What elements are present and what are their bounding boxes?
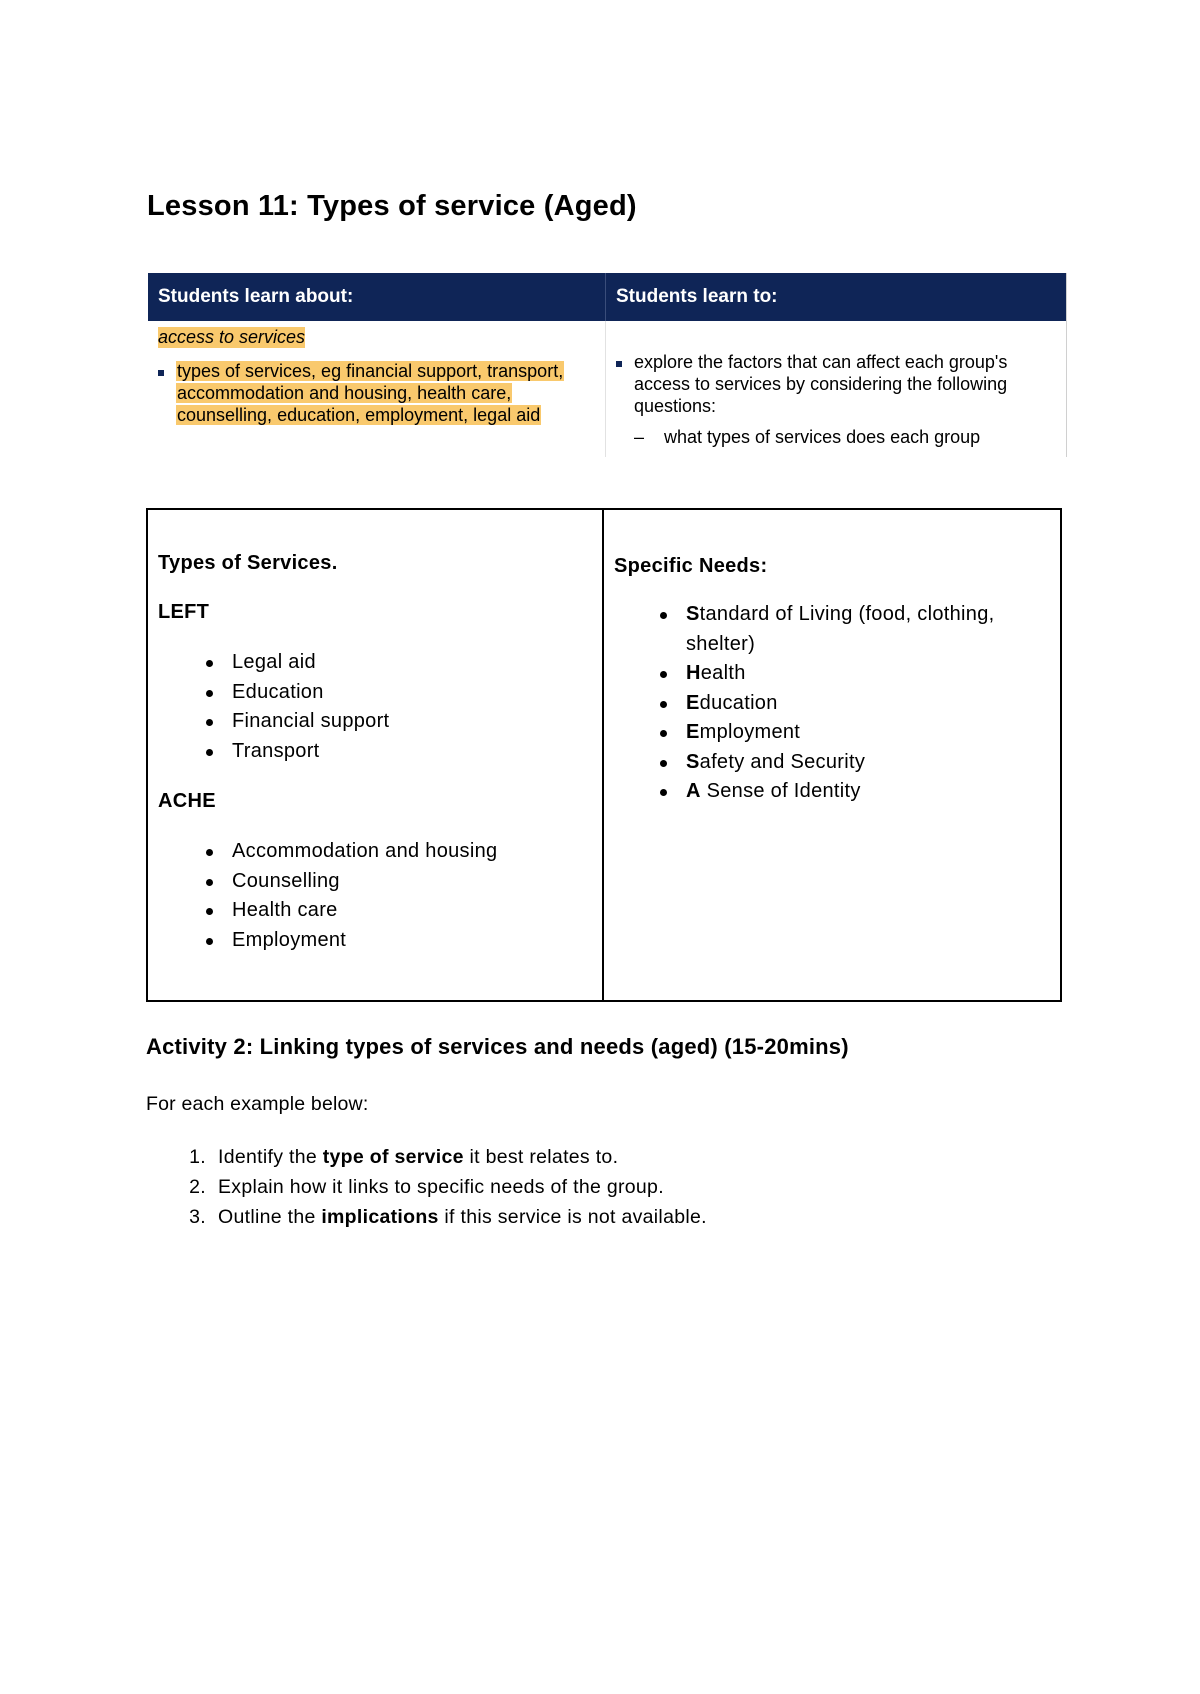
list-item: 2. Explain how it links to specific needs of the group.: [189, 1176, 664, 1198]
list-item: 3. Outline the implications if this service is not available.: [189, 1206, 707, 1228]
group-label-ache: ACHE: [158, 790, 216, 812]
group-label-left: LEFT: [158, 601, 210, 623]
services-needs-table: [146, 508, 1062, 1002]
lesson-title: Lesson 11: Types of service (Aged): [147, 190, 637, 222]
list-item: Education: [614, 689, 1050, 719]
learn-to-item: [616, 351, 1052, 417]
learn-to-subitem-text: what types of services does each group: [664, 427, 981, 447]
left-services-list: [158, 648, 592, 766]
list-item: A Sense of Identity: [614, 777, 1050, 807]
types-of-services-heading: Types of Services.: [158, 552, 338, 574]
list-item: Financial support: [158, 707, 592, 737]
square-bullet-icon: [158, 360, 176, 426]
ache-services-list: [158, 837, 592, 955]
activity-steps-list: [146, 1142, 707, 1232]
access-to-services-label: access to services: [158, 327, 306, 347]
specific-needs-cell: [604, 510, 1060, 1000]
specific-needs-heading: Specific Needs:: [614, 555, 768, 577]
syllabus-learn-to-cell: [606, 321, 1066, 457]
list-item: Employment: [158, 926, 592, 956]
list-item: Transport: [158, 737, 592, 767]
activity-title: Activity 2: Linking types of services and needs (aged) (15-20mins): [146, 1034, 849, 1059]
syllabus-col2-header: Students learn to:: [616, 286, 778, 307]
syllabus-col1-header: Students learn about:: [148, 273, 606, 321]
activity-intro: For each example below:: [146, 1093, 369, 1115]
learn-to-text: explore the factors that can affect each group's access to services by considering the following questions:: [634, 352, 1008, 416]
list-item: Counselling: [158, 867, 592, 897]
list-item: Health: [614, 659, 1050, 689]
list-item: Employment: [614, 718, 1050, 748]
learn-about-text: types of services, eg financial support, transport, accommodation and housing, health care, counselling, education, employment, legal aid: [177, 361, 564, 425]
syllabus-header-row: [148, 273, 1066, 321]
syllabus-body-row: [148, 321, 1066, 457]
learn-to-subitem: [634, 427, 1052, 448]
syllabus-excerpt: [148, 273, 1067, 457]
list-item: Safety and Security: [614, 748, 1050, 778]
list-item: Standard of Living (food, clothing, shelter): [614, 600, 1050, 659]
syllabus-learn-about-cell: [148, 321, 606, 457]
specific-needs-list: [614, 600, 1050, 807]
list-item: 1. Identify the type of service it best relates to.: [189, 1146, 619, 1168]
list-item: Accommodation and housing: [158, 837, 592, 867]
list-item: Legal aid: [158, 648, 592, 678]
list-item: Education: [158, 678, 592, 708]
types-of-services-cell: [148, 510, 604, 1000]
learn-about-item: [158, 360, 595, 426]
square-bullet-icon: [616, 351, 634, 417]
list-item: Health care: [158, 896, 592, 926]
dash-bullet-icon: –: [634, 427, 645, 447]
